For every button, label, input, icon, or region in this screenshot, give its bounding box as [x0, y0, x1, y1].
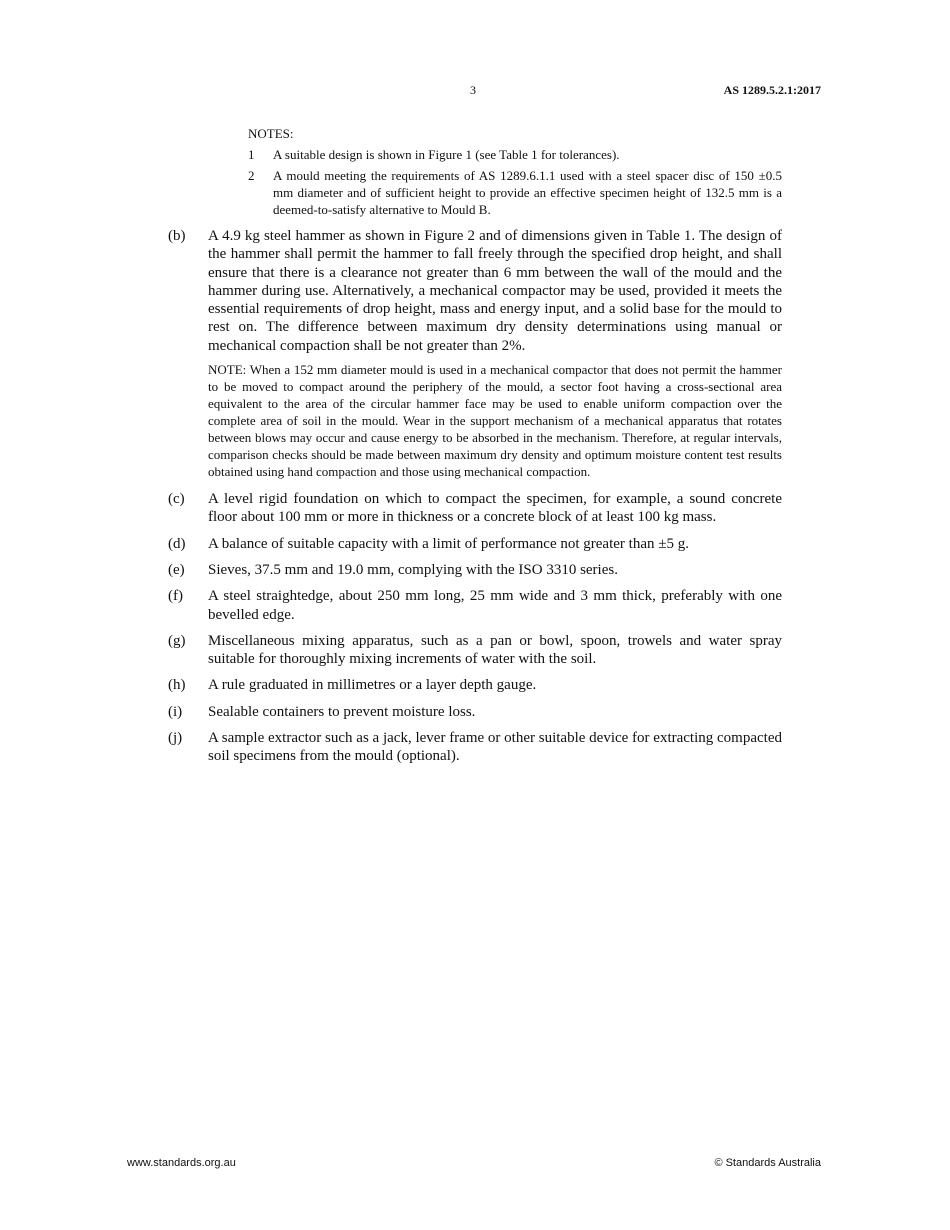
- footer-copyright: © Standards Australia: [714, 1157, 821, 1169]
- note-text: A mould meeting the requirements of AS 1289.6.1.1 used with a steel spacer disc of 150 ±0.5 mm diameter and of sufficient height to provide an effective specimen height of 132.5 mm is a deemed-to-satisfy alternative to Mould B.: [273, 168, 782, 217]
- item-text: Miscellaneous mixing apparatus, such as a pan or bowl, spoon, trowels and water spray suitable for thoroughly mixing increments of water with the soil.: [208, 632, 782, 668]
- note-item: [248, 167, 782, 218]
- item-text: A 4.9 kg steel hammer as shown in Figure 2 and of dimensions given in Table 1. The design of the hammer shall permit the hammer to fall freely through the specified drop height, and shall ensure that there is a clearance not greater than 6 mm between the wall of the mould and the hammer during use. Alternatively, a mechanical compactor may be used, provided it meets the essential requirements of drop height, mass and energy input, and a solid base for the mould to rest on. The difference between maximum dry density determinations using manual or mechanical compaction shall be not greater than 2%.: [208, 228, 782, 354]
- item-note: NOTE: When a 152 mm diameter mould is used in a mechanical compactor that does not permit the hammer to be moved to compact around the periphery of the mould, a sector foot having a cross-sectional area equivalent to the area of the circular hammer face may be used to enable uniform compaction over the complete area of soil in the mould. Wear in the support mechanism of a mechanical apparatus that rotates between blows may occur and cause energy to be absorbed in the mechanism. Therefore, at regular intervals, comparison checks should be made between maximum dry density and optimum moisture content test results obtained using hand compaction and those using mechanical compaction.: [208, 362, 782, 480]
- page-number: 3: [470, 83, 476, 97]
- standard-designation: AS 1289.5.2.1:2017: [723, 83, 821, 97]
- item-text: A level rigid foundation on which to compact the specimen, for example, a sound concrete floor about 100 mm or more in thickness or a concrete block of at least 100 kg mass.: [208, 491, 782, 526]
- note-number: 2: [248, 168, 255, 183]
- apparatus-list: [168, 227, 782, 774]
- item-text: A balance of suitable capacity with a limit of performance not greater than ±5 g.: [208, 535, 689, 552]
- note-text: A suitable design is shown in Figure 1 (see Table 1 for tolerances).: [273, 147, 620, 162]
- notes-title: NOTES:: [248, 126, 294, 141]
- item-text: Sealable containers to prevent moisture loss.: [208, 703, 476, 720]
- list-item-i: [168, 703, 782, 721]
- list-item-j: [168, 729, 782, 766]
- item-text: Sieves, 37.5 mm and 19.0 mm, complying with the ISO 3310 series.: [208, 561, 618, 578]
- list-item-d: [168, 535, 782, 553]
- item-text: A steel straightedge, about 250 mm long, 25 mm wide and 3 mm thick, preferably with one bevelled edge.: [208, 588, 782, 623]
- list-item-g: [168, 632, 782, 669]
- item-label: (h): [168, 677, 186, 694]
- note-number: 1: [248, 147, 255, 162]
- item-label: (d): [168, 535, 186, 552]
- note-item: [248, 146, 782, 163]
- item-label: (j): [168, 730, 183, 747]
- item-text: A rule graduated in millimetres or a layer depth gauge.: [208, 677, 537, 694]
- item-label: (c): [168, 491, 185, 508]
- item-text: A sample extractor such as a jack, lever frame or other suitable device for extracting compacted soil specimens from the mould (optional).: [208, 730, 782, 765]
- item-label: (f): [168, 588, 183, 605]
- list-item-f: [168, 587, 782, 624]
- list-item-h: [168, 676, 782, 694]
- notes-block: [248, 125, 782, 222]
- item-label: (i): [168, 703, 183, 720]
- list-item-e: [168, 561, 782, 579]
- item-label: (b): [168, 228, 186, 244]
- list-item-b: [168, 227, 782, 482]
- item-label: (e): [168, 561, 185, 578]
- list-item-c: [168, 490, 782, 527]
- item-label: (g): [168, 632, 186, 649]
- footer-url: www.standards.org.au: [127, 1157, 236, 1169]
